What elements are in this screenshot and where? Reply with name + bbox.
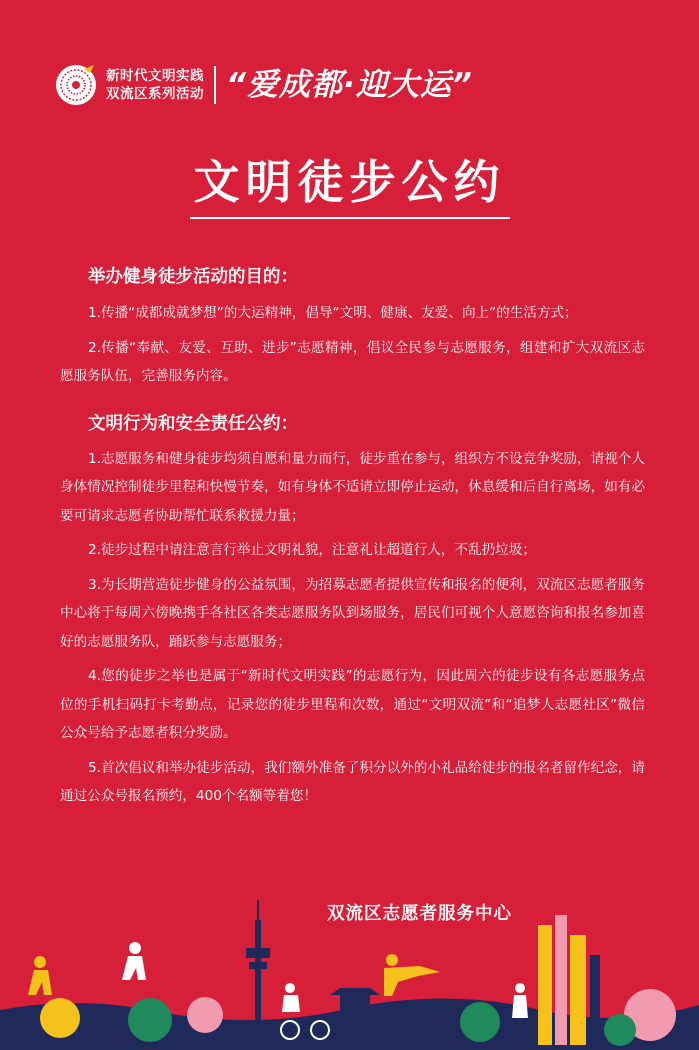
title-underline: [190, 217, 510, 219]
organizer-line-2: 双流区系列活动: [106, 86, 204, 102]
signature: 双流区志愿者服务中心: [327, 904, 512, 924]
header: [54, 62, 473, 108]
convention-item: 5.首次倡议和举办徒步活动，我们额外准备了积分以外的小礼品给徒步的报名者留作纪念，请通过公众号报名预约，400个名额等着您！: [60, 759, 645, 804]
purpose-item: 2.传播“奉献、友爱、互助、进步”志愿精神，倡议全民参与志愿服务，组建和扩大双流区志愿服务队伍，完善服务内容。: [60, 339, 645, 384]
campaign-slogan: “爱成都·迎大运”: [226, 67, 473, 103]
section-heading-convention: 文明行为和安全责任公约：: [88, 413, 298, 434]
page-title: 文明徒步公约: [193, 155, 506, 209]
convention-item: 3.为长期营造徒步健身的公益氛围，为招募志愿者提供宣传和报名的便利，双流区志愿者服务中心将于每周六傍晚携手各社区各类志愿服务队到场服务，居民们可视个人意愿咨询和报名参加喜好的志愿服务队，踊跃参与志愿服务；: [60, 576, 645, 650]
sun-flower-logo-icon: [54, 63, 98, 107]
content: [60, 262, 645, 811]
convention-item: 2.徒步过程中请注意言行举止文明礼貌，注意礼让超道行人，不乱扔垃圾；: [88, 542, 536, 558]
convention-item: 4.您的徒步之举也是属于“新时代文明实践”的志愿行为，因此周六的徒步设有各志愿服务点位的手机扫码打卡考勤点，记录您的徒步里程和次数，通过“文明双流”和“追梦人志愿社区”微信公众号给予志愿者积分奖励。: [60, 668, 645, 741]
convention-item: 1.志愿服务和健身徒步均须自愿和量力而行，徒步重在参与，组织方不设竞争奖励，请视个人身体情况控制徒步里程和快慢节奏，如有身体不适请立即停止运动，休息缓和后自行离场，如有必要可请求志愿者协助帮忙联系救援力量；: [60, 450, 645, 524]
city-sports-illustration: [0, 900, 699, 1050]
purpose-item: 1.传播“成都成就梦想”的大运精神，倡导“文明、健康、友爱、向上”的生活方式；: [88, 305, 578, 321]
organizer-line-1: 新时代文明实践: [106, 68, 204, 84]
organizer-lines: [106, 67, 204, 103]
section-heading-purpose: 举办健身徒步活动的目的：: [88, 267, 298, 287]
header-divider: [214, 66, 216, 104]
